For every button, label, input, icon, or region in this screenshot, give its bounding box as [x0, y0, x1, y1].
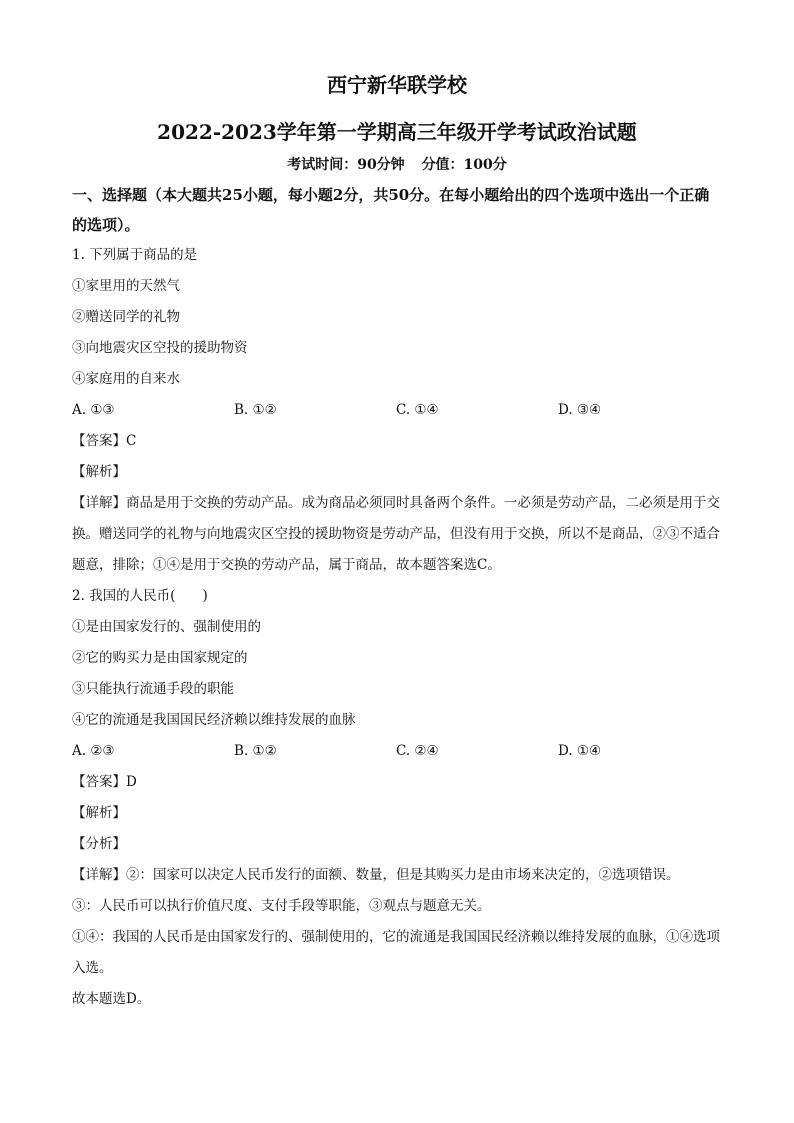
question-1-item: ②赠送同学的礼物	[72, 309, 180, 325]
question-2-conclusion: 故本题选D。	[72, 991, 151, 1007]
analysis-label: 【解析】	[72, 464, 126, 480]
detail-label: 【详解】	[72, 495, 126, 511]
question-2-item: ①是由国家发行的、强制使用的	[72, 619, 261, 635]
question-2-item: ③只能执行流通手段的职能	[72, 681, 234, 697]
answer-value: D	[126, 774, 137, 790]
exam-title: 2022-2023学年第一学期高三年级开学考试政治试题	[157, 120, 637, 144]
option-d: D. ①④	[558, 743, 602, 759]
detail-text: 商品是用于交换的劳动产品。成为商品必须同时具备两个条件。一必须是劳动产品，二必须是用于交换。赠送同学的礼物与向地震灾区空投的援助物资是劳动产品，但没有用于交换，所以不是商品，②③不适合题意，排除；①④是用于交换的劳动产品，属于商品，故本题答案选C。	[72, 495, 720, 573]
question-1-options	[72, 395, 722, 426]
question-1-stem: 1. 下列属于商品的是	[72, 247, 198, 263]
question-2-item: ②它的购买力是由国家规定的	[72, 650, 248, 666]
detail-text: ②：国家可以决定人民币发行的面额、数量，但是其购买力是由市场来决定的，②选项错误。	[126, 867, 680, 883]
question-2-detail-2: ③：人民币可以执行价值尺度、支付手段等职能，③观点与题意无关。	[72, 898, 491, 914]
option-c: C. ②④	[396, 743, 439, 759]
question-2-detail-3: ①④：我国的人民币是由国家发行的、强制使用的，它的流通是我国国民经济赖以维持发展的血脉，①④选项入选。	[72, 929, 720, 976]
exam-score: 分值：100分	[421, 157, 507, 173]
question-2-item: ④它的流通是我国国民经济赖以维持发展的血脉	[72, 712, 356, 728]
question-1-detail	[72, 488, 722, 581]
question-1-answer	[72, 426, 722, 457]
question-2-options	[72, 736, 722, 767]
section-heading: 一、选择题（本大题共25小题，每小题2分，共50分。在每小题给出的四个选项中选出一个正确的选项）。	[72, 186, 710, 234]
option-b: B. ①②	[234, 402, 277, 418]
answer-value: C	[126, 433, 137, 449]
question-1-item: ③向地震灾区空投的援助物资	[72, 340, 248, 356]
option-a: A. ①③	[72, 402, 115, 418]
exam-meta	[72, 154, 722, 176]
analysis-label: 【解析】	[72, 805, 126, 821]
option-d: D. ③④	[558, 402, 602, 418]
exam-time: 考试时间：90分钟	[287, 157, 405, 173]
question-1-item: ④家庭用的自来水	[72, 371, 180, 387]
option-a: A. ②③	[72, 743, 115, 759]
option-b: B. ①②	[234, 743, 277, 759]
fenxi-label: 【分析】	[72, 836, 126, 852]
question-2-stem: 2. 我国的人民币( )	[72, 588, 208, 604]
question-2-detail-1	[72, 860, 722, 891]
answer-label: 【答案】	[72, 433, 126, 449]
answer-label: 【答案】	[72, 774, 126, 790]
question-1-item: ①家里用的天然气	[72, 278, 180, 294]
option-c: C. ①④	[396, 402, 439, 418]
detail-label: 【详解】	[72, 867, 126, 883]
school-name: 西宁新华联学校	[327, 73, 467, 97]
question-2-answer	[72, 767, 722, 798]
